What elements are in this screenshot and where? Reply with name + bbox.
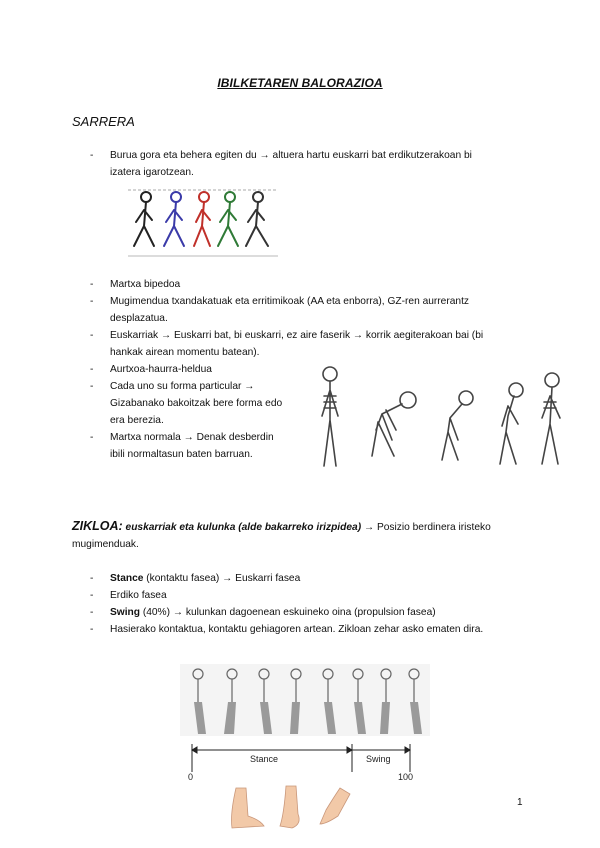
axis-end-label: 100: [398, 772, 414, 782]
list-item-continuation: era berezia.: [110, 415, 164, 426]
zikloa-heading: ZIKLOA:: [72, 519, 123, 533]
axis-start-label: 0: [188, 772, 194, 782]
list-item-continuation: desplazatua.: [110, 313, 168, 324]
list-item-continuation: Gizabanako bakoitzak bere forma edo: [110, 398, 283, 409]
zikloa-list: [90, 570, 530, 638]
zikloa-paragraph: [72, 518, 532, 553]
list-item-continuation: izatera igarotzean.: [110, 167, 194, 178]
page-title: IBILKETAREN BALORAZIOA: [217, 76, 383, 90]
stance-label: Stance: [250, 754, 279, 764]
list-item: - Hasierako kontaktua, kontaktu gehiagoren artean. Zikloan zehar asko ematen dira.: [90, 624, 484, 635]
list-item: - Swing (40%) → kulunkan dagoenean eskuineko oina (propulsion fasea): [90, 607, 436, 618]
zikloa-subheading: euskarriak eta kulunka (alde bakarreko irizpidea): [125, 522, 362, 533]
list-item: - Euskarriak → Euskarri bat, bi euskarri, ez aire faserik → korrik aegiterakoan bai (bi: [90, 330, 484, 341]
list-item: - Stance (kontaktu fasea) → Euskarri fasea: [90, 573, 301, 584]
skeleton-evolution-illustration: [312, 360, 572, 472]
list-item: - Martxa bipedoa: [90, 279, 181, 290]
swing-label: Swing: [366, 754, 391, 764]
sarrera-list-1: [90, 147, 520, 181]
list-item-continuation: ibili normaltasun baten barruan.: [110, 449, 253, 460]
zikloa-text-line2: mugimenduak.: [72, 539, 139, 550]
zikloa-text: → Posizio berdinera iristeko: [363, 522, 491, 533]
list-item: - Erdiko fasea: [90, 590, 167, 601]
list-item: - Burua gora eta behera egiten du → altuera hartu euskarri bat erdikutzerakoan bi: [90, 150, 472, 161]
sarrera-heading: SARRERA: [72, 114, 135, 129]
list-item: - Aurtxoa-haurra-heldua: [90, 364, 212, 375]
list-item: - Cada uno su forma particular →: [90, 381, 255, 392]
list-item-continuation: hankak airean momentu batean).: [110, 347, 260, 358]
walking-figures-illustration: [118, 184, 283, 266]
list-item: - Mugimendua txandakatuak eta erritimikoak (AA eta enborra), GZ-ren aurrerantz: [90, 296, 469, 307]
gait-cycle-diagram: [180, 664, 430, 836]
list-item: - Martxa normala → Denak desberdin: [90, 432, 274, 443]
page-number: 1: [517, 797, 523, 808]
